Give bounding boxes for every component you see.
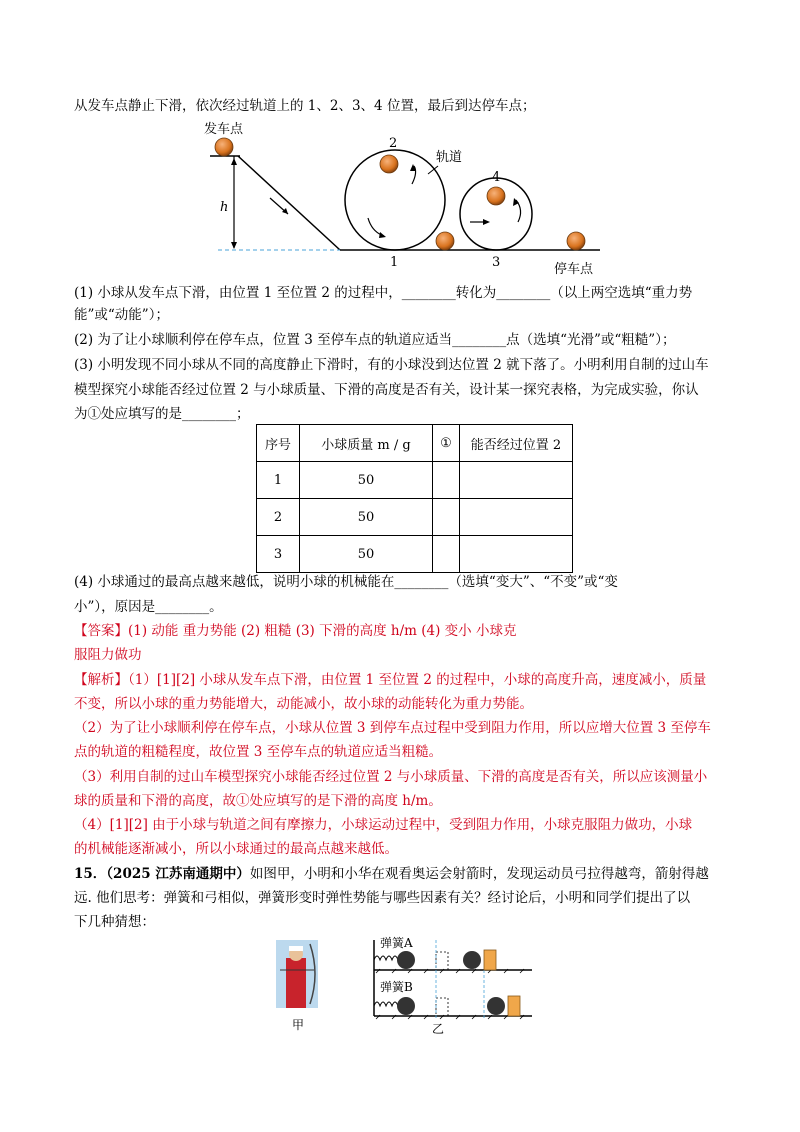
caption-jia: 甲 [292, 1018, 305, 1032]
q15-line1 [74, 864, 709, 884]
analysis-line: （4）[1][2] 由于小球与轨道之间有摩擦力，小球运动过程中，受到阻力作用，小球克服阻力做功，小球 [74, 817, 693, 833]
table-cell: 2 [257, 499, 300, 536]
table-cell [433, 536, 460, 573]
h-label: h [220, 200, 229, 215]
q1-line1: (1) 小球从发车点下滑，由位置 1 至位置 2 的过程中，________转化为________（以上两空选填“重力势 [74, 285, 693, 301]
start-label: 发车点 [204, 122, 244, 137]
q15-line3: 下几种猜想： [74, 914, 155, 930]
q4-line2: 小”），原因是________。 [74, 599, 223, 615]
ball-a [397, 951, 415, 969]
figure-spring-archery [276, 936, 536, 1036]
table-cell [433, 462, 460, 499]
table-cell [460, 536, 573, 573]
q1-line2: 能”或“动能”）； [74, 307, 169, 323]
q15-source: （2025 江苏南通期中） [106, 866, 250, 882]
table-cell [433, 499, 460, 536]
q3-line2: 模型探究小球能否经过位置 2 与小球质量、下滑的高度是否有关，设计某一探究表格，为完成实验，你认 [74, 382, 699, 398]
table-cell: 50 [300, 536, 433, 573]
ball-4 [487, 187, 505, 205]
analysis-line: 球的质量和下滑的高度，故①处应填写的是下滑的高度 h/m。 [74, 793, 442, 809]
analysis-line: （3）利用自制的过山车模型探究小球能否经过位置 2 与小球质量、下滑的高度是否有关，所以应该测量小 [74, 769, 708, 785]
q4-line1: (4) 小球通过的最高点越来越低，说明小球的机械能在________（选填“变大”、“不变”或“变 [74, 574, 618, 590]
table-cell: 50 [300, 462, 433, 499]
track-svg [200, 118, 620, 278]
table-row [257, 499, 573, 536]
pos2-label: 2 [389, 136, 398, 151]
spring-a-label: 弹簧A [380, 936, 413, 950]
track-label: 轨道 [436, 150, 463, 165]
analysis-line: 点的轨道的粗糙程度，故位置 3 至停车点的轨道应适当粗糙。 [74, 744, 443, 760]
q3-line1: (3) 小明发现不同小球从不同的高度静止下滑时，有的小球没到达位置 2 就下落了。小明利用自制的过山车 [74, 357, 709, 373]
intro-text: 从发车点静止下滑，依次经过轨道上的 1、2、3、4 位置，最后到达停车点； [74, 98, 536, 114]
table-cell: 1 [257, 462, 300, 499]
table-cell [460, 499, 573, 536]
pos4-label: 4 [492, 170, 501, 185]
table-cell [460, 462, 573, 499]
analysis-line: 【解析】（1）[1][2] 小球从发车点下滑，由位置 1 至位置 2 的过程中，小球的高度升高，速度减小，质量 [74, 672, 707, 688]
ball-stop [567, 232, 585, 250]
table-cell: 3 [257, 536, 300, 573]
q3-line3: 为①处应填写的是________； [74, 406, 250, 422]
spring-b-label: 弹簧B [380, 980, 413, 994]
q2-text: (2) 为了让小球顺利停在停车点，位置 3 至停车点的轨道应适当________点（选填“光滑”或“粗糙”）； [74, 332, 676, 348]
table-cell: 50 [300, 499, 433, 536]
ball-3 [436, 232, 454, 250]
table-header-row [257, 425, 573, 462]
analysis-line: （2）为了让小球顺利停在停车点，小球从位置 3 到停车点过程中受到阻力作用，所以应增大位置 3 至停车 [74, 720, 711, 736]
answer-line2: 服阻力做功 [74, 647, 142, 663]
stop-label: 停车点 [554, 262, 594, 277]
roller-coaster-diagram [200, 118, 620, 278]
table-header: 序号 [257, 425, 300, 462]
q15-number: 15． [74, 866, 107, 882]
table-header: ① [433, 425, 460, 462]
pos1-label: 1 [390, 255, 399, 270]
table-header: 能否经过位置 2 [460, 425, 573, 462]
analysis-line: 不变，所以小球的重力势能增大，动能减小，故小球的动能转化为重力势能。 [74, 696, 533, 712]
q15-text: 如图甲，小明和小华在观看奥运会射箭时，发现运动员弓拉得越弯，箭射得越 [249, 866, 709, 882]
answer-line1: 【答案】(1) 动能 重力势能 (2) 粗糙 (3) 下滑的高度 h/m (4) 变小 小球克 [74, 623, 517, 639]
analysis-line: 的机械能逐渐减小，所以小球通过的最高点越来越低。 [74, 841, 398, 857]
ball-2 [380, 155, 398, 173]
table-header: 小球质量 m / g [300, 425, 433, 462]
experiment-table [256, 424, 573, 573]
q15-line2: 远. 他们思考：弹簧和弓相似，弹簧形变时弹性势能与哪些因素有关？经讨论后，小明和同学们提出了以 [74, 890, 691, 906]
ball-b [397, 997, 415, 1015]
table-row [257, 462, 573, 499]
ball-start [215, 138, 233, 156]
pos3-label: 3 [492, 255, 501, 270]
caption-yi: 乙 [432, 1022, 445, 1036]
table-row [257, 536, 573, 573]
